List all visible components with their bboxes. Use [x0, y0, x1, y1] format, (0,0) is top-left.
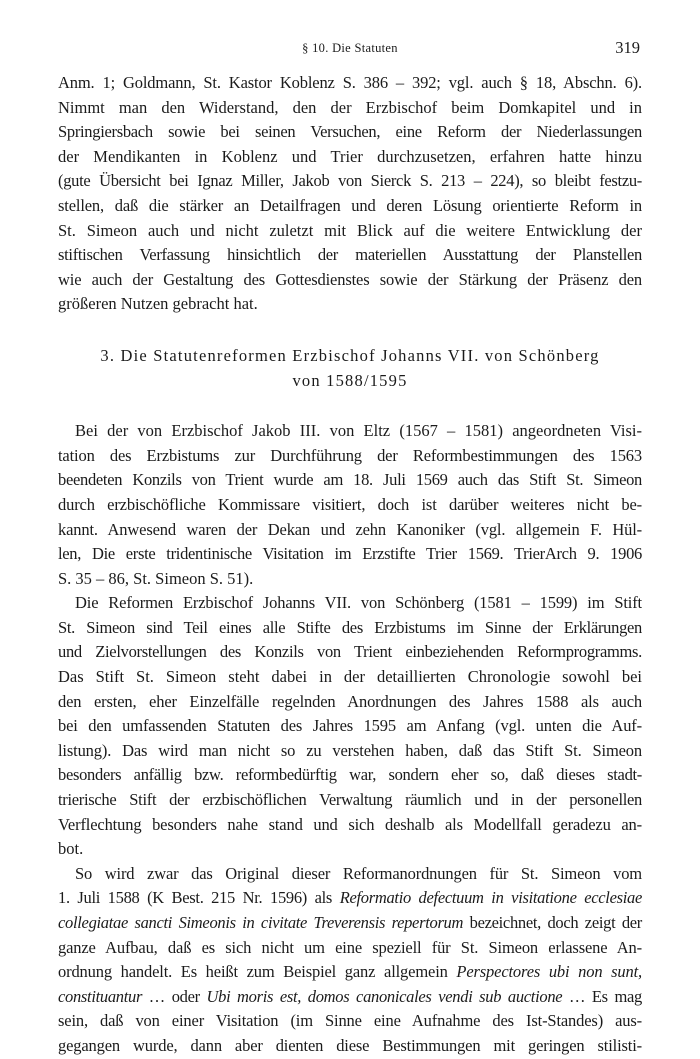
text-line: den ersten, eher Einzelfälle regelnden Anordnungen des Jahres 1588 als auch — [58, 691, 642, 711]
text-line: Das Stift St. Simeon steht dabei in der detaillierten Chronologie sowohl bei — [58, 667, 642, 687]
latin-quote: collegiatae sancti Simeonis in civitate Treverensis repertorum — [58, 913, 464, 932]
text-line: Die Reformen Erzbischof Johanns VII. von Schönberg (1581 – 1599) im Stift — [75, 593, 642, 613]
latin-quote: Reformatio defectuum in visitatione ecclesiae — [339, 888, 642, 908]
text-line: listung). Das wird man nicht so zu verstehen haben, daß das Stift St. Simeon — [58, 740, 642, 760]
text-line: ganze Aufbau, daß es sich nicht um eine speziell für St. Simeon erlassene An- — [58, 937, 642, 957]
text-line: sein, daß von einer Visitation (im Sinne eine Aufnahme des Ist-Standes) aus- — [58, 1011, 642, 1031]
text-line: durch erzbischöfliche Kommissare visitiert, doch ist darüber weiteres nicht be- — [58, 494, 642, 514]
text-line: tation des Erzbistums zur Durchführung der Reformbestimmungen des 1563 — [58, 445, 642, 465]
text-line: der Mendikanten in Koblenz und Trier durchzusetzen, erfahren hatte hinzu — [58, 146, 642, 166]
page-number: 319 — [615, 38, 640, 57]
text-line: So wird zwar das Original dieser Reformanordnungen für St. Simeon vom — [75, 863, 642, 883]
text-line: kannt. Anwesend waren der Dekan und zehn Kanoniker (vgl. allgemein F. Hül- — [58, 519, 642, 539]
text-line: und Zielvorstellungen des Konzils von Trient einbeziehenden Reformprogramms. — [58, 642, 642, 662]
text-line: bot. — [58, 839, 84, 859]
text-line — [58, 985, 642, 1010]
text-line: Verflechtung besonders nahe stand und sich deshalb als Modellfall geradezu an- — [58, 814, 642, 834]
text-line: St. Simeon sind Teil eines alle Stifte des Erzbistums im Sinne der Erklärungen — [58, 617, 642, 637]
text-line: gegangen wurde, dann aber dienten diese Bestimmungen mit geringen stilisti- — [58, 1035, 642, 1055]
text-line: St. Simeon auch und nicht zuletzt mit Blick auf die weitere Entwicklung der — [58, 220, 642, 240]
text-line: größeren Nutzen gebracht hat. — [58, 294, 258, 314]
text-line: len, Die erste tridentinische Visitation im Erzstifte Trier 1569. TrierArch 9. 1906 — [58, 544, 642, 564]
running-header — [58, 38, 642, 61]
paragraph-continuation — [58, 71, 642, 317]
text-line — [58, 911, 642, 936]
body-text — [58, 71, 642, 1059]
text-line: (gute Übersicht bei Ignaz Miller, Jakob von Sierck S. 213 – 224), so bleibt festzu- — [58, 171, 642, 191]
text-line: Bei der von Erzbischof Jakob III. von Eltz (1567 – 1581) angeordneten Visi- — [75, 421, 642, 441]
section-heading — [58, 344, 642, 393]
text-line: Springiersbach sowie bei seinen Versuchen, eine Reform der Niederlassungen — [58, 122, 642, 142]
running-title: § 10. Die Statuten — [302, 41, 398, 55]
text-run: ordnung handelt. Es heißt zum Beispiel ganz allgemein — [58, 962, 457, 982]
text-line — [58, 960, 642, 985]
text-line: beendeten Konzils von Trient wurde am 18. Juli 1569 auch das Stift St. Simeon — [58, 470, 642, 490]
text-line: wie auch der Gestaltung des Gottesdienstes sowie der Stärkung der Präsenz den — [58, 269, 642, 289]
text-run: 1. Juli 1588 (K Best. 215 Nr. 1596) als — [58, 888, 340, 908]
text-line: stiftischen Verfassung hinsichtlich der materiellen Ausstattung der Planstellen — [58, 245, 642, 265]
text-line: bei den umfassenden Statuten des Jahres 1595 am Anfang (vgl. unten die Auf- — [58, 716, 642, 736]
paragraph — [58, 419, 642, 591]
text-line — [58, 886, 642, 911]
text-line: Anm. 1; Goldmann, St. Kastor Koblenz S. 386 – 392; vgl. auch § 18, Abschn. 6). — [58, 73, 642, 92]
text-run: … oder — [142, 986, 207, 1006]
text-line: stellen, daß die stärker an Detailfragen und deren Lösung orientierte Reform in — [58, 195, 642, 215]
section-heading-line: 3. Die Statutenreformen Erzbischof Johanns VII. von Schönberg — [100, 345, 600, 365]
latin-quote: Perspectores ubi non sunt, — [456, 962, 642, 982]
text-run: … Es mag — [562, 986, 642, 1006]
text-line: besonders anfällig bzw. reformbedürftig war, sondern eher so, daß dieses stadt- — [58, 765, 642, 785]
latin-quote: constituantur — [58, 986, 143, 1006]
text-run: bezeichnet, doch zeigt der — [463, 913, 642, 932]
paragraph — [58, 862, 642, 1059]
latin-quote: Ubi moris est, domos canonicales vendi sub auctione — [206, 986, 563, 1006]
text-line: Nimmt man den Widerstand, den der Erzbischof beim Domkapitel und in — [58, 97, 642, 117]
section-heading-line: von 1588/1595 — [292, 370, 408, 390]
paragraph — [58, 591, 642, 862]
text-line: trierische Stift der erzbischöflichen Verwaltung räumlich und in der personellen — [58, 790, 642, 810]
text-line: S. 35 – 86, St. Simeon S. 51). — [58, 568, 254, 588]
